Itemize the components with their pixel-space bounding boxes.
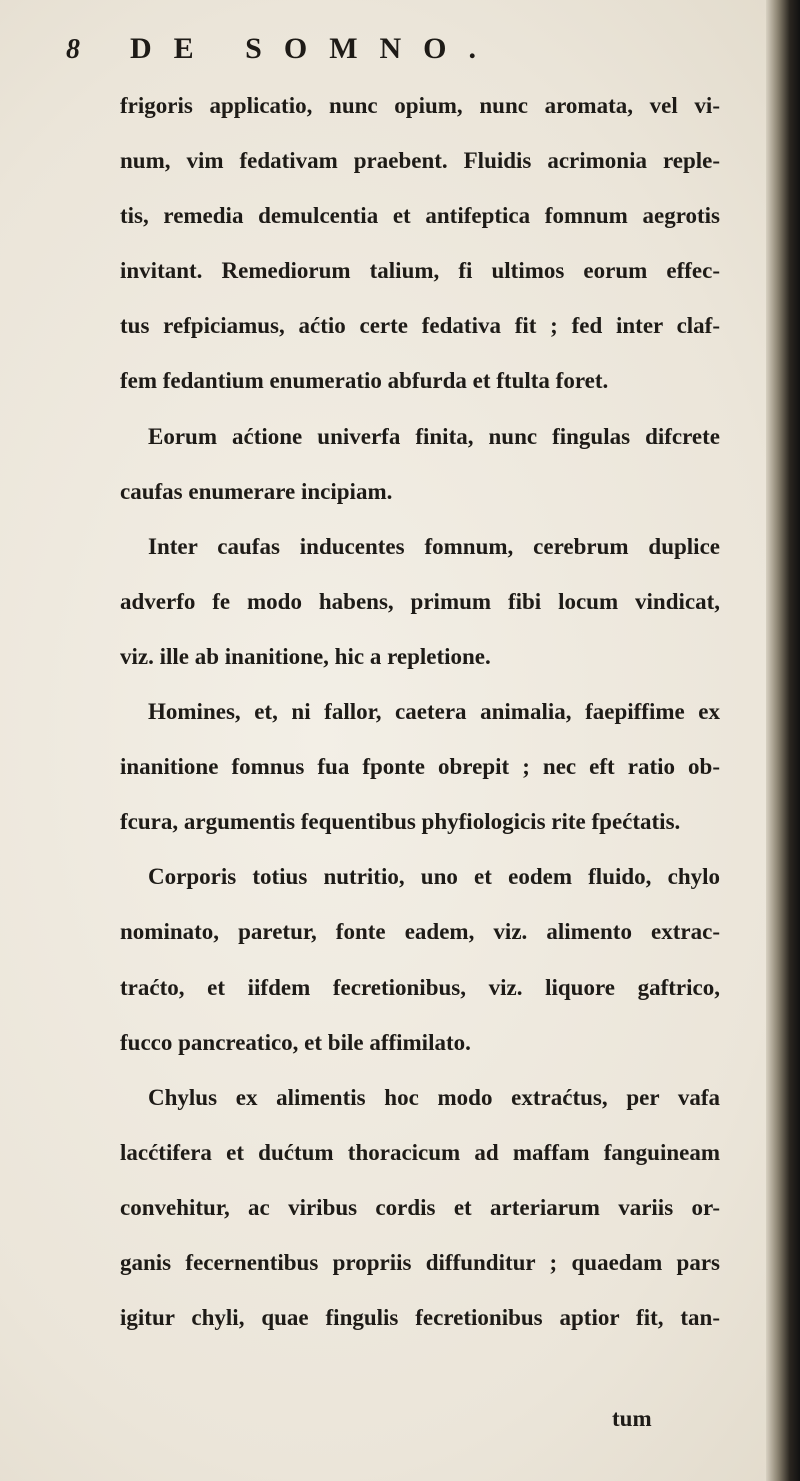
page-header [60, 30, 660, 74]
text-line: Corporis totius nutritio, uno et eodem fluido, chylo [148, 864, 720, 890]
text-line: Chylus ex alimentis hoc modo extraćtus, per vafa [148, 1084, 720, 1110]
text-line: Eorum aćtione univerfa finita, nunc fingulas difcrete [148, 423, 720, 449]
text-line: tus refpiciamus, aćtio certe fedativa fit ; fed inter claf- [120, 313, 720, 339]
text-line: frigoris applicatio, nunc opium, nunc aromata, vel vi- [120, 93, 720, 118]
text-line: inanitione fomnus fua fponte obrepit ; nec eft ratio ob- [120, 754, 720, 780]
text-line: igitur chyli, quae fingulis fecretionibus aptior fit, tan- [120, 1305, 720, 1331]
page-number: 8 [66, 34, 80, 65]
text-line: fcura, argumentis fequentibus phyfiologicis rite fpećtatis. [120, 809, 681, 835]
text-line: tis, remedia demulcentia et antifeptica fomnum aegrotis [120, 203, 720, 229]
text-line: viz. ille ab inanitione, hic a repletione. [120, 643, 491, 669]
text-line: Homines, et, ni fallor, caetera animalia, faepiffime ex [148, 699, 720, 725]
text-line: nominato, paretur, fonte eadem, viz. alimento extrac- [120, 919, 720, 945]
text-line: num, vim fedativam praebent. Fluidis acrimonia reple- [120, 148, 720, 174]
text-line: traćto, et iifdem fecretionibus, viz. liquore gaftrico, [120, 974, 720, 1000]
text-line: caufas enumerare incipiam. [120, 478, 393, 504]
text-line: Inter caufas inducentes fomnum, cerebrum duplice [148, 533, 720, 559]
text-line: adverfo fe modo habens, primum fibi locum vindicat, [120, 588, 720, 614]
body-text [120, 78, 720, 1345]
page-binding-edge [766, 0, 800, 1481]
text-line: fem fedantium enumeratio abfurda et ftulta foret. [120, 368, 609, 394]
text-line: fucco pancreatico, et bile affimilato. [120, 1029, 471, 1055]
text-line: ganis fecernentibus propriis diffunditur ; quaedam pars [120, 1249, 720, 1275]
text-line: convehitur, ac viribus cordis et arteriarum variis or- [120, 1194, 720, 1220]
text-line: lacćtifera et dućtum thoracicum ad maffam fanguineam [120, 1139, 720, 1165]
running-head: DE SOMNO. [130, 32, 499, 65]
text-line: invitant. Remediorum talium, fi ultimos eorum effec- [120, 258, 720, 284]
catchword: tum [612, 1406, 652, 1431]
